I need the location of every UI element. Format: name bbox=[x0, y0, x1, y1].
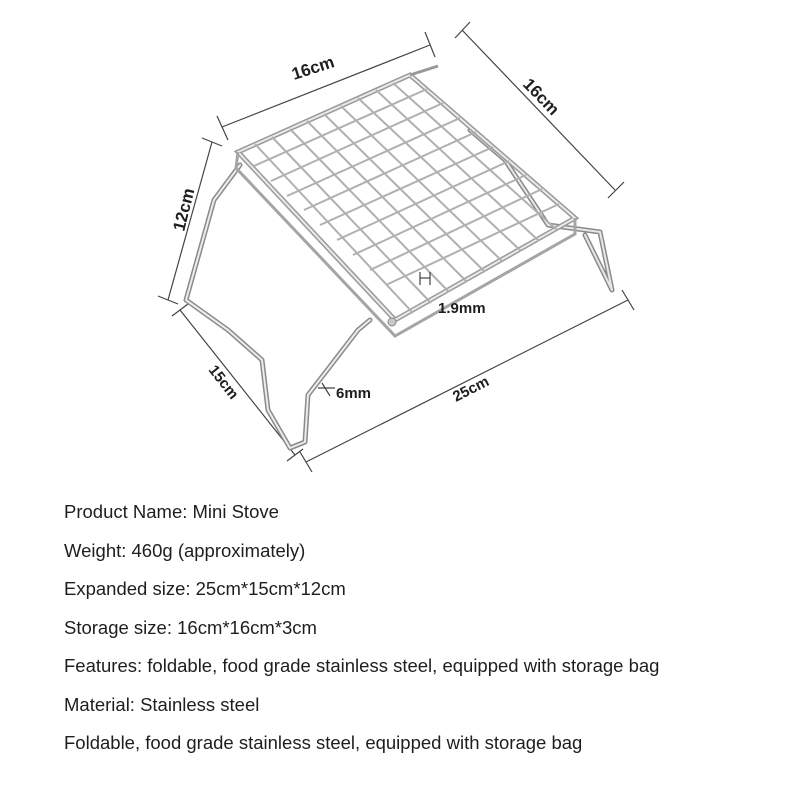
spec-features: Features: foldable, food grade stainless steel, equipped with storage bag bbox=[64, 655, 660, 676]
spec-weight: Weight: 460g (approximately) bbox=[64, 539, 306, 561]
detail-markers bbox=[318, 272, 430, 396]
dimension-lines bbox=[158, 22, 634, 472]
spec-summary: Foldable, food grade stainless steel, equipped with storage bag bbox=[64, 732, 583, 753]
dim-wire-diameter: 1.9mm bbox=[438, 300, 486, 317]
dim-grill-depth: 16cm bbox=[519, 74, 563, 120]
spec-storage-size: Storage size: 16cm*16cm*3cm bbox=[64, 616, 317, 638]
grill-grate bbox=[236, 66, 575, 336]
dim-height: 12cm bbox=[169, 186, 199, 233]
spec-list bbox=[64, 500, 784, 770]
spec-expanded-size: Expanded size: 25cm*15cm*12cm bbox=[64, 578, 346, 599]
dim-leg-depth: 15cm bbox=[204, 361, 242, 403]
dim-leg-diameter: 6mm bbox=[336, 385, 372, 402]
stove-legs bbox=[186, 130, 612, 448]
spec-product-name: Product Name: Mini Stove bbox=[64, 501, 279, 522]
dim-length: 25cm bbox=[450, 372, 493, 406]
spec-material: Material: Stainless steel bbox=[64, 693, 260, 715]
dim-grill-width: 16cm bbox=[289, 52, 337, 84]
